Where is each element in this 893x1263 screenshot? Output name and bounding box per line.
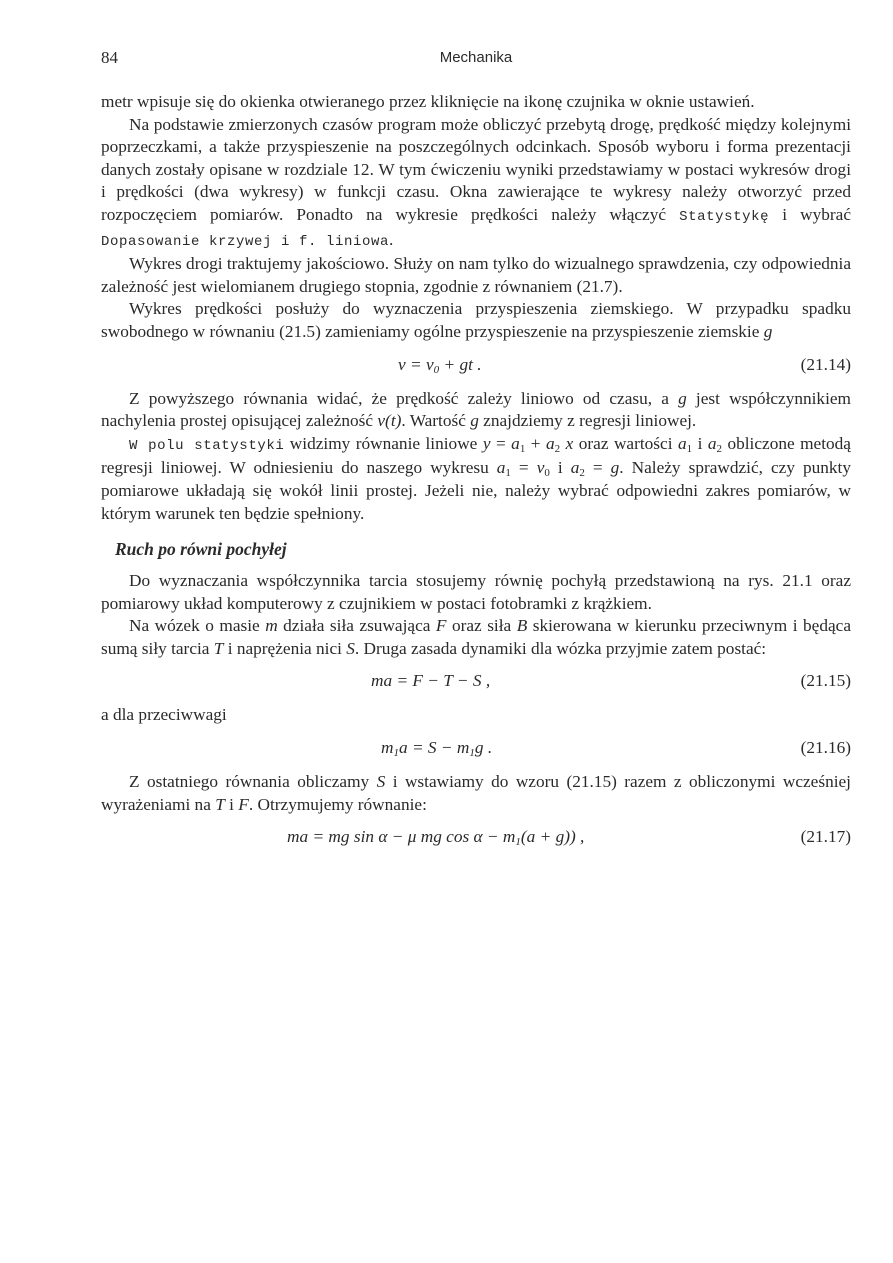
paragraph-4: Wykres prędkości posłuży do wyznaczenia przyspieszenia ziemskiego. W przypadku spadku swobodnego w równaniu (21.5) zamieniamy ogólne przyspieszenie na przyspieszenie ziemskie g xyxy=(101,299,851,341)
body-text xyxy=(101,91,851,860)
section-heading: Ruch po równi pochyłej xyxy=(115,539,287,560)
paragraph-1: metr wpisuje się do okienka otwieranego przez kliknięcie na ikonę czujnika w oknie ustawień. xyxy=(101,92,755,111)
paragraph-10: Z ostatniego równania obliczamy S i wstawiamy do wzoru (21.15) razem z obliczonymi wcześniej wyrażeniami na T i F. Otrzymujemy równanie: xyxy=(101,772,851,814)
running-title: Mechanika xyxy=(439,49,513,66)
equation-number: (21.16) xyxy=(800,738,851,758)
page-header xyxy=(101,48,851,72)
document-page xyxy=(101,0,851,1263)
paragraph-2: Na podstawie zmierzonych czasów program może obliczyć przebytą drogę, prędkość między kolejnymi poprzeczkami, a także przyspieszenie na poszczególnych odcinkach. Sposób wyboru i forma prezentacji danych zostały opisane w rozdziale 12. W tym ćwiczeniu wyniki przedstawiamy w postaci wykresów drogi i prędkości (dwa wykresy) w funkcji czasu. Okna zawierające te wykresy należy otworzyć przed rozpoczęciem pomiarów. Ponadto na wykresie prędkości należy włączyć Statystykę i wybrać Dopasowanie krzywej i f. liniowa. xyxy=(101,114,851,250)
paragraph-8: Na wózek o masie m działa siła zsuwająca F oraz siła B skierowana w kierunku przeciwnym i będąca sumą siły tarcia T i naprężenia nici S. Druga zasada dynamiki dla wózka przyjmie zatem postać: xyxy=(101,616,851,658)
code-dopasowanie: Dopasowanie krzywej i f. liniowa xyxy=(101,233,390,250)
equation-21-14: $v = v_0$ + gt . (21.14) xyxy=(398,354,851,376)
paragraph-3: Wykres drogi traktujemy jakościowo. Służy on nam tylko do wizualnego sprawdzenia, czy odpowiednia zależność jest wielomianem drugiego stopnia, zgodnie z równaniem (21.7). xyxy=(101,254,851,296)
page-number: 84 xyxy=(101,48,118,67)
paragraph-7: Do wyznaczania współczynnika tarcia stosujemy równię pochyłą przedstawioną na rys. 21.1 oraz pomiarowy układ komputerowy z czujnikiem w postaci fotobramki z krążkiem. xyxy=(101,571,851,613)
equation-number: (21.17) xyxy=(800,827,851,847)
paragraph-6: W polu statystyki widzimy równanie liniowe $y = a_1 + a_2$ x oraz wartości $a_1$ i $a_2$ obliczone metodą regresji liniowej. W odniesieniu do naszego wykresu $a_1 = v_0$ i $a_2 = g$. Należy sprawdzić, czy punkty pomiarowe układają się wokół linii prostej. Jeżeli nie, należy wybrać odpowiedni zakres pomiarów, w którym warunek ten będzie spełniony. xyxy=(101,433,851,523)
paragraph-5: Z powyższego równania widać, że prędkość zależy liniowo od czasu, a g jest współczynnikiem nachylenia prostej opisującej zależność v(t). Wartość g znajdziemy z regresji liniowej. xyxy=(101,388,851,431)
paragraph-9: a dla przeciwwagi xyxy=(101,705,227,725)
equation-21-16: $m_1a = S - m_1g$ . (21.16) xyxy=(381,738,851,760)
equation-number: (21.14) xyxy=(800,354,851,374)
equation-number: (21.15) xyxy=(800,671,851,691)
equation-21-17: ma = mg sin α − μ mg $\cos \alpha - m_1(a + g)$) , (21.17) xyxy=(287,827,851,849)
code-statystyke: Statystykę xyxy=(679,208,770,225)
equation-21-15: ma = F − T − S , (21.15) xyxy=(371,671,851,691)
code-w-polu-statystyki: W polu statystyki xyxy=(129,437,285,454)
